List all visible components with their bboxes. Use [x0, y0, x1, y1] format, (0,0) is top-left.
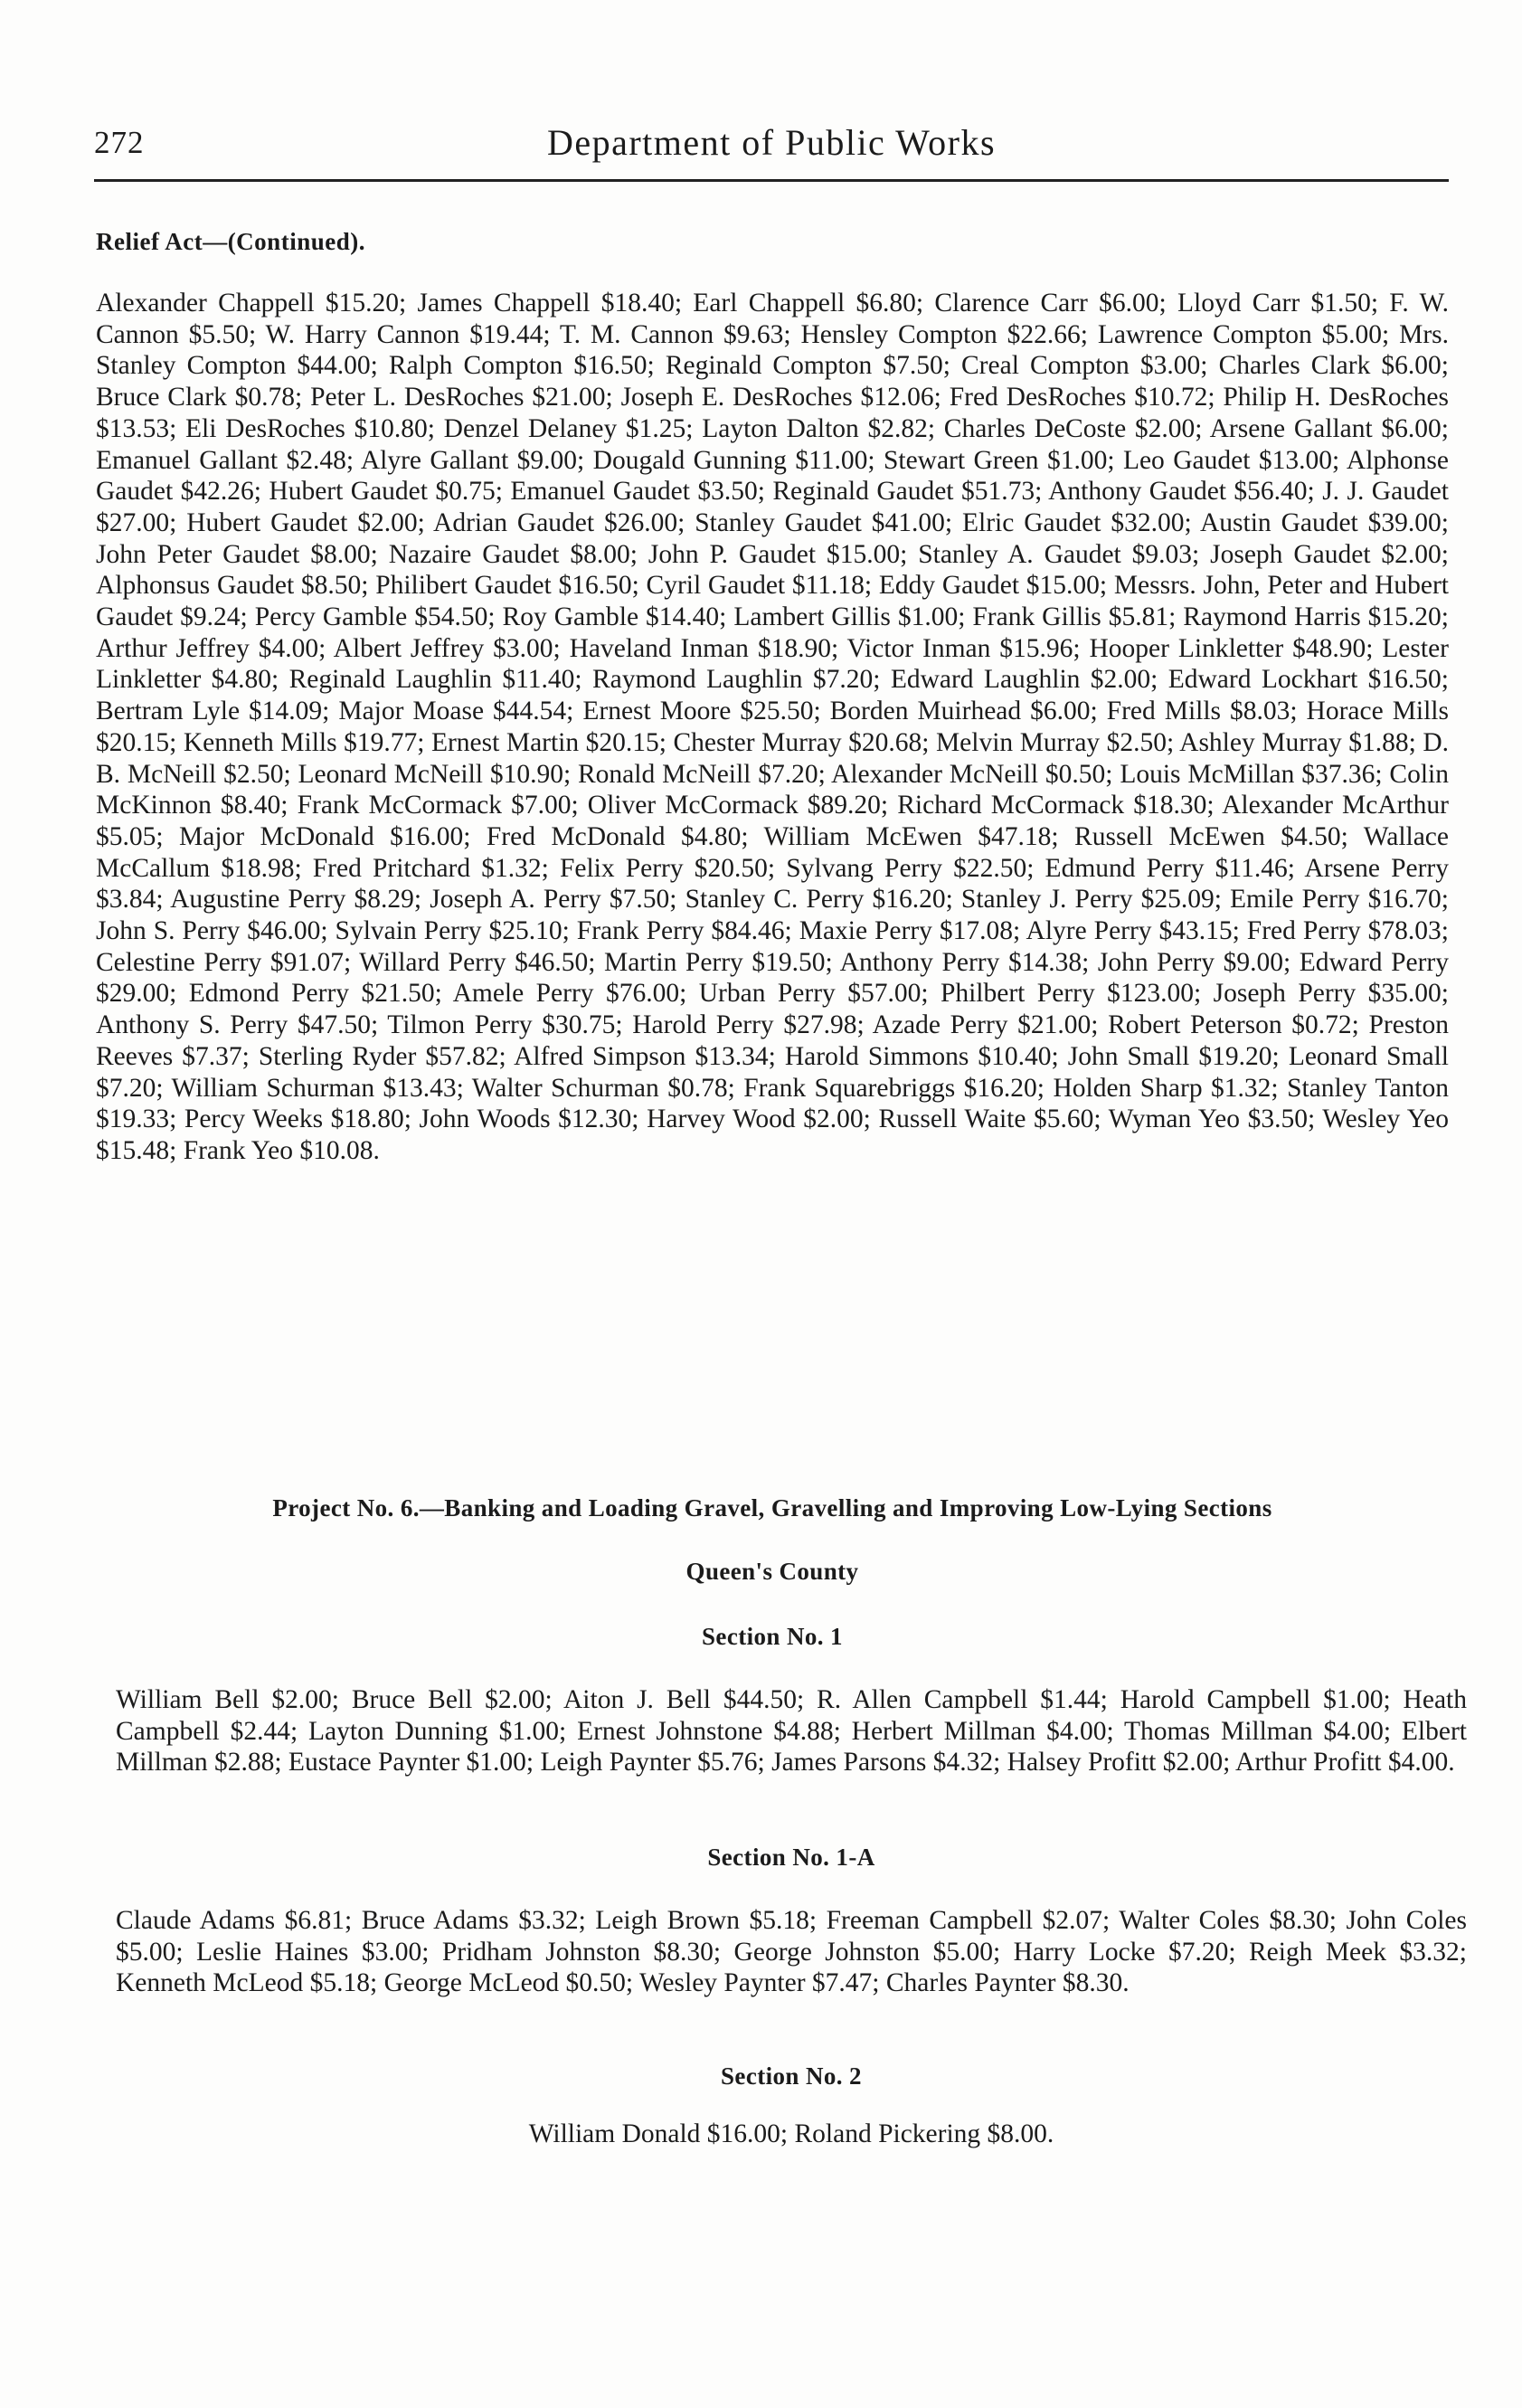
- county-heading: Queen's County: [685, 1558, 859, 1585]
- project-heading: Project No. 6.—Banking and Loading Gravel, Gravelling and Improving Low-Lying Sections: [272, 1494, 1272, 1522]
- section-2-paragraph: William Donald $16.00; Roland Pickering $8.00.: [528, 2119, 1054, 2148]
- relief-act-heading: Relief Act—(Continued).: [96, 228, 365, 255]
- running-head: [94, 118, 1449, 168]
- section-1-heading: Section No. 1: [702, 1623, 843, 1650]
- running-title: Department of Public Works: [546, 122, 997, 163]
- section-1a-heading: Section No. 1-A: [707, 1844, 875, 1871]
- section-2-heading: Section No. 2: [721, 2062, 862, 2090]
- section-1-paragraph: William Bell $2.00; Bruce Bell $2.00; Aiton J. Bell $44.50; R. Allen Campbell $1.44; Harold Campbell $1.00; Heath Campbell $2.44; Layton Dunning $1.00; Ernest Johnstone $4.88; Herbert Millman $4.00; Thomas Millman $4.00; Elbert Millman $2.88; Eustace Paynter $1.00; Leigh Paynter $5.76; James Parsons $4.32; Halsey Profitt $2.00; Arthur Profitt $4.00.: [116, 1685, 1467, 1778]
- relief-act-paragraph: Alexander Chappell $15.20; James Chappell $18.40; Earl Chappell $6.80; Clarence Carr $6.00; Lloyd Carr $1.50; F. W. Cannon $5.50; W. Harry Cannon $19.44; T. M. Cannon $9.63; Hensley Compton $22.66; Lawrence Compton $5.00; Mrs. Stanley Compton $44.00; Ralph Compton $16.50; Reginald Compton $7.50; Creal Compton $3.00; Charles Clark $6.00; Bruce Clark $0.78; Peter L. DesRoches $21.00; Joseph E. DesRoches $12.06; Fred DesRoches $10.72; Philip H. DesRoches $13.53; Eli DesRoches $10.80; Denzel Delaney $1.25; Layton Dalton $2.82; Charles DeCoste $2.00; Arsene Gallant $6.00; Emanuel Gallant $2.48; Alyre Gallant $9.00; Dougald Gunning $11.00; Stewart Green $1.00; Leo Gaudet $13.00; Alphonse Gaudet $42.26; Hubert Gaudet $0.75; Emanuel Gaudet $3.50; Reginald Gaudet $51.73; Anthony Gaudet $56.40; J. J. Gaudet $27.00; Hubert Gaudet $2.00; Adrian Gaudet $26.00; Stanley Gaudet $41.00; Elric Gaudet $32.00; Austin Gaudet $39.00; John Peter Gaudet $8.00; Nazaire Gaudet $8.00; John P. Gaudet $15.00; Stanley A. Gaudet $9.03; Joseph Gaudet $2.00; Alphonsus Gaudet $8.50; Philibert Gaudet $16.50; Cyril Gaudet $11.18; Eddy Gaudet $15.00; Messrs. John, Peter and Hubert Gaudet $9.24; Percy Gamble $54.50; Roy Gamble $14.40; Lambert Gillis $1.00; Frank Gillis $5.81; Raymond Harris $15.20; Arthur Jeffrey $4.00; Albert Jeffrey $3.00; Haveland Inman $18.90; Victor Inman $15.96; Hooper Linkletter $48.90; Lester Linkletter $4.80; Reginald Laughlin $11.40; Raymond Laughlin $7.20; Edward Laughlin $2.00; Edward Lockhart $16.50; Bertram Lyle $14.09; Major Moase $44.54; Ernest Moore $25.50; Borden Muirhead $6.00; Fred Mills $8.03; Horace Mills $20.15; Kenneth Mills $19.77; Ernest Martin $20.15; Chester Murray $20.68; Melvin Murray $2.50; Ashley Murray $1.88; D. B. McNeill $2.50; Leonard McNeill $10.90; Ronald McNeill $7.20; Alexander McNeill $0.50; Louis McMillan $37.36; Colin McKinnon $8.40; Frank McCormack $7.00; Oliver McCormack $89.20; Richard McCormack $18.30; Alexander McArthur $5.05; Major McDonald $16.00; Fred McDonald $4.80; William McEwen $47.18; Russell McEwen $4.50; Wallace McCallum $18.98; Fred Pritchard $1.32; Felix Perry $20.50; Sylvang Perry $22.50; Edmund Perry $11.46; Arsene Perry $3.84; Augustine Perry $8.29; Joseph A. Perry $7.50; Stanley C. Perry $16.20; Stanley J. Perry $25.09; Emile Perry $16.70; John S. Perry $46.00; Sylvain Perry $25.10; Frank Perry $84.46; Maxie Perry $17.08; Alyre Perry $43.15; Fred Perry $78.03; Celestine Perry $91.07; Willard Perry $46.50; Martin Perry $19.50; Anthony Perry $14.38; John Perry $9.00; Edward Perry $29.00; Edmond Perry $21.50; Amele Perry $76.00; Urban Perry $57.00; Philbert Perry $123.00; Joseph Perry $35.00; Anthony S. Perry $47.50; Tilmon Perry $30.75; Harold Perry $27.98; Azade Perry $21.00; Robert Peterson $0.72; Preston Reeves $7.37; Sterling Ryder $57.82; Alfred Simpson $13.34; Harold Simmons $10.40; John Small $19.20; Leonard Small $7.20; William Schurman $13.43; Walter Schurman $0.78; Frank Squarebriggs $16.20; Holden Sharp $1.32; Stanley Tanton $19.33; Percy Weeks $18.80; John Woods $12.30; Harvey Wood $2.00; Russell Waite $5.60; Wyman Yeo $3.50; Wesley Yeo $15.48; Frank Yeo $10.08.: [96, 289, 1449, 1165]
- page-number: 272: [94, 125, 145, 160]
- header-rule: [94, 179, 1449, 182]
- section-1a-paragraph: Claude Adams $6.81; Bruce Adams $3.32; Leigh Brown $5.18; Freeman Campbell $2.07; Walter Coles $8.30; John Coles $5.00; Leslie Haines $3.00; Pridham Johnston $8.30; George Johnston $5.00; Harry Locke $7.20; Reigh Meek $3.32; Kenneth McLeod $5.18; George McLeod $0.50; Wesley Paynter $7.47; Charles Paynter $8.30.: [116, 1906, 1467, 1998]
